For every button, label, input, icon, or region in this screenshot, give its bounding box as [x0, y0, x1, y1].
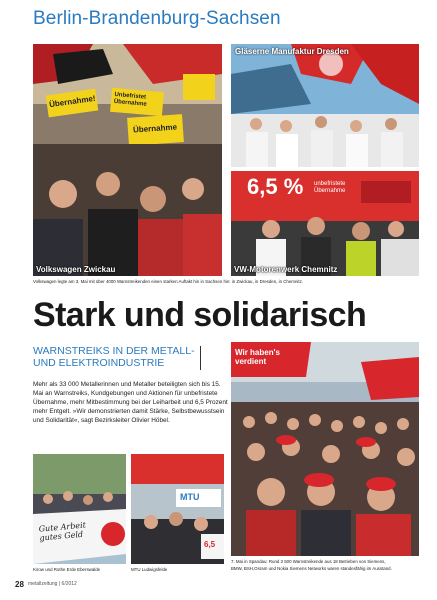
- headline: Stark und solidarisch: [33, 296, 367, 334]
- page-number: 28: [15, 580, 24, 589]
- top-caption: Volkswagen legte am 3. Mai mit über 4000 Warnstreikenden einen starken Auftakt hin in Sachsen hin: in Zwickau, in Dresden, in Chemnitz.: [33, 279, 304, 284]
- photo-label-dresden: Gläserne Manufaktur Dresden: [235, 47, 349, 56]
- ludwigsfelde-sign: MTU: [180, 492, 200, 502]
- caption-ludwigsfelde: MTU Ludwigsfelde: [131, 567, 168, 572]
- body-text: Mehr als 33 000 Metallerinnen und Metaller beteiligten sich bis 15. Mai an Warnstreiks, Kundgebungen und Aktionen für unbefristete Übernahme, mehr Mitbestimmung bei der Leiharbeit und 6,5 Prozent mehr Entgelt. »Wir demonstrierten damit Stärke, Selbstbewusstsein und Solidarität«, sagt Bezirksleiter Olivier Höbel.: [33, 381, 228, 424]
- spandau-banner: Wir haben's verdient: [235, 348, 280, 366]
- photo-spandau: [231, 342, 419, 556]
- caption-spandau-1: 7. Mai in Spandau: Rund 3 500 Warnstreikende aus 18 Betrieben von Siemens,: [231, 559, 386, 564]
- ludwigsfelde-banner: 6,5: [204, 540, 216, 549]
- chemnitz-banner-text: unbefristete Übernahme: [314, 181, 346, 194]
- photo-label-zwickau: Volkswagen Zwickau: [36, 265, 116, 274]
- eberswalde-banner: Gute Arbeit gutes Geld: [38, 520, 87, 543]
- photo-dresden: [231, 44, 419, 167]
- photo-eberswalde: [33, 454, 126, 564]
- subhead: WARNSTREIKS IN DER METALL- UND ELEKTROINDUSTRIE: [33, 345, 195, 369]
- caption-spandau-2: BMW, BSH,Osram und Nokia Siemens Networks waren standesfähig im Ausstand.: [231, 566, 392, 571]
- publication-name: metallzeitung | 6/2012: [28, 581, 77, 587]
- photo-ludwigsfelde: [131, 454, 224, 564]
- sign-text-2: Unbefristet Übernahme: [113, 91, 147, 108]
- photo-label-chemnitz: VW-Motorenwerk Chemnitz: [234, 265, 338, 274]
- chemnitz-banner-number: 6,5 %: [247, 174, 304, 199]
- caption-eberswalde: Kirow und Rothe Erde Eberswalde: [33, 567, 101, 572]
- photo-zwickau: [33, 44, 222, 276]
- photo-chemnitz: [231, 171, 419, 276]
- sign-text-3: Übernahme: [132, 122, 178, 135]
- sign-text-1: Übernahme!: [48, 93, 97, 110]
- subhead-divider: [200, 346, 201, 370]
- region-title: Berlin-Brandenburg-Sachsen: [33, 8, 281, 29]
